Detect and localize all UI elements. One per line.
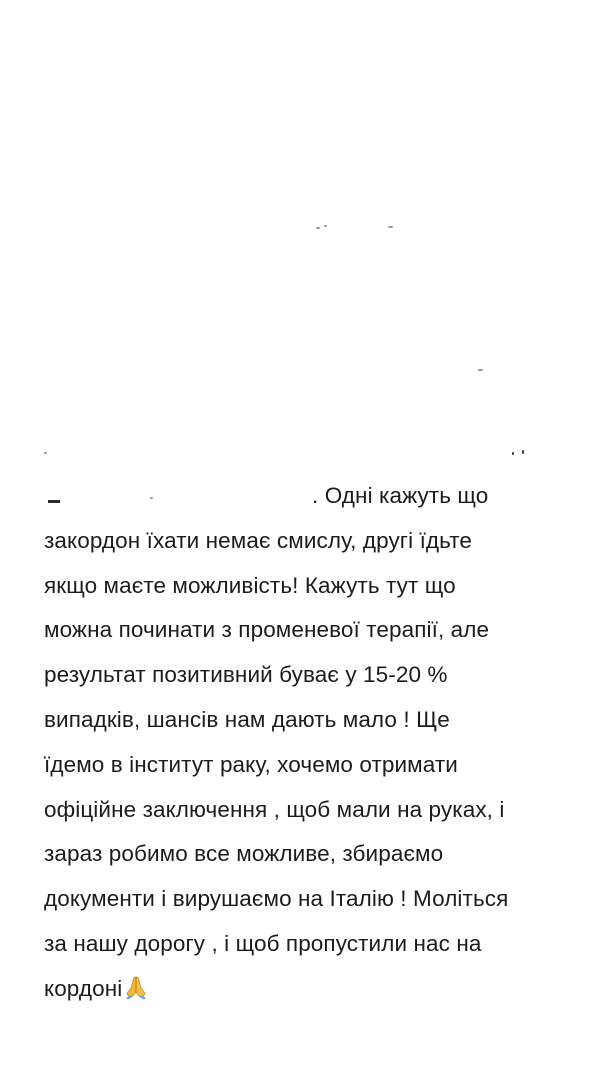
message-line: зараз робимо все можливе, збираємо xyxy=(44,841,444,867)
message-line: випадків, шансів нам дають мало ! Ще xyxy=(44,706,450,732)
redaction-artifact xyxy=(44,452,47,454)
message-line-text: . Одні кажуть що xyxy=(312,483,489,508)
message-body xyxy=(44,474,584,1012)
redaction-artifact xyxy=(512,452,514,455)
message-line: їдемо в інститут раку, хочемо отримати xyxy=(44,751,458,777)
redaction-mark xyxy=(48,500,60,503)
message-line xyxy=(44,967,584,1012)
message-line: документи і вирушаємо на Італію ! Моліться xyxy=(44,886,509,912)
message-line: закордон їхати немає смислу, другі їдьте xyxy=(44,527,472,553)
redaction-artifact xyxy=(522,450,524,454)
message-line: результат позитивний буває у 15-20 % xyxy=(44,662,448,688)
message-line: можна починати з променевої терапії, але xyxy=(44,617,490,643)
redaction-artifact xyxy=(478,369,483,371)
redaction-artifact xyxy=(324,225,327,227)
folded-hands-icon xyxy=(123,971,149,997)
message-line-text: кордоні xyxy=(44,975,123,1001)
message-line: якщо маєте можливість! Кажуть тут що xyxy=(44,572,456,598)
redaction-artifact xyxy=(388,226,393,228)
message-line xyxy=(44,474,584,519)
message-line: за нашу дорогу , і щоб пропустили нас на xyxy=(44,930,482,956)
redaction-artifact xyxy=(316,227,320,229)
message-line: офіційне заключення , щоб мали на руках, і xyxy=(44,796,505,822)
